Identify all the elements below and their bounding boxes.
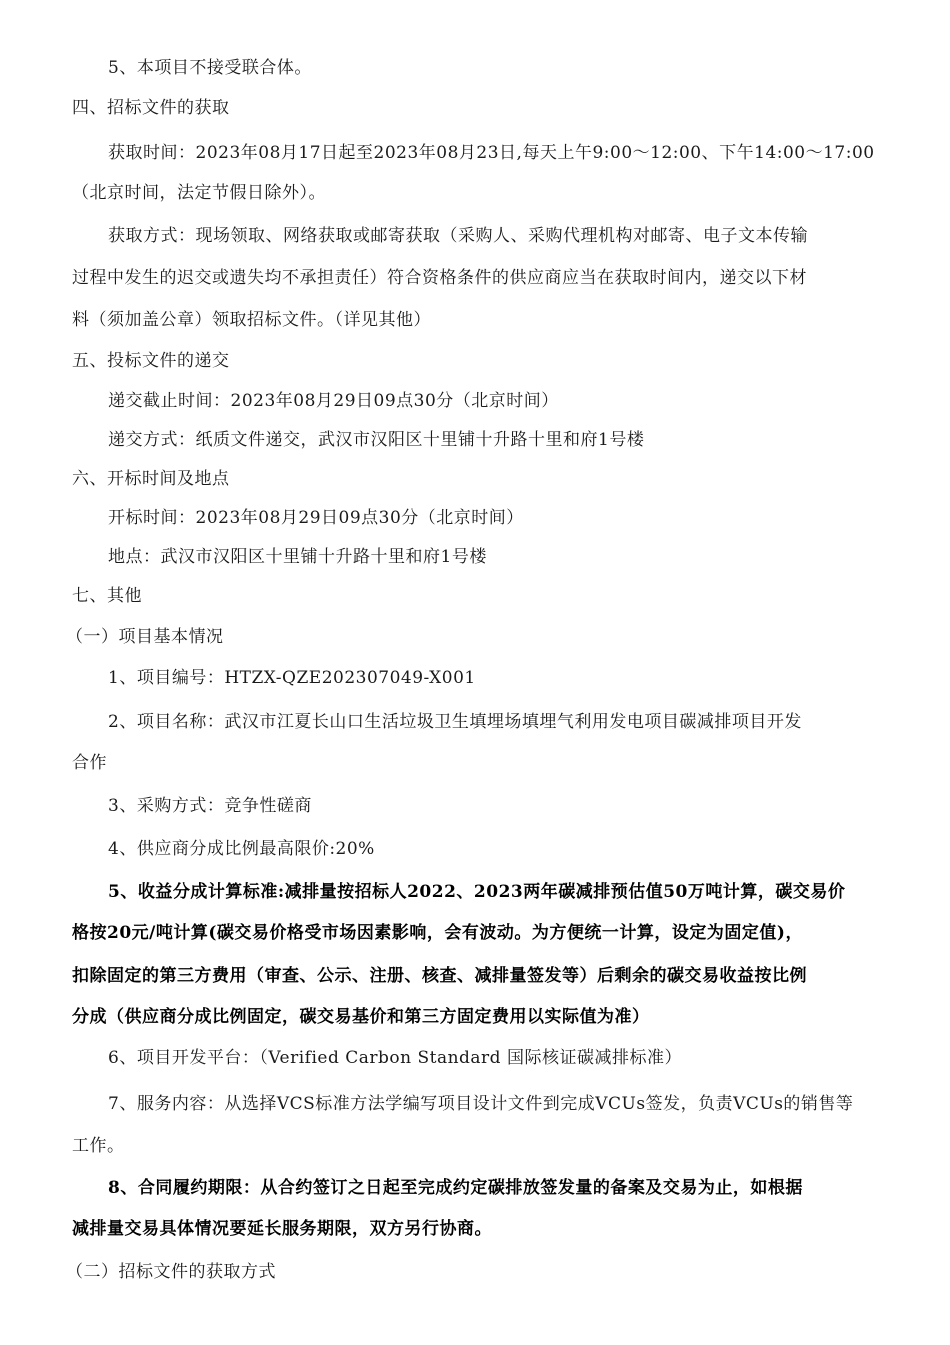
- contract-period-line-1: 8、合同履约期限：从合约签订之日起至完成约定碳排放签发量的备案及交易为止，如根据: [108, 1178, 803, 1198]
- subsection-2-heading: （二）招标文件的获取方式: [66, 1262, 276, 1282]
- service-content-line-1: 7、服务内容：从选择VCS标准方法学编写项目设计文件到完成VCUs签发，负责VCUs的销售等: [108, 1094, 854, 1114]
- submission-deadline: 递交截止时间：2023年08月29日09点30分（北京时间）: [108, 391, 559, 411]
- procurement-method: 3、采购方式：竞争性磋商: [108, 796, 312, 816]
- subsection-1-heading: （一）项目基本情况: [66, 627, 224, 647]
- revenue-share-line-3: 扣除固定的第三方费用（审查、公示、注册、核查、减排量签发等）后剩余的碳交易收益按比例: [72, 966, 807, 986]
- acquisition-time-line-1: 获取时间：2023年08月17日起至2023年08月23日,每天上午9:00～12:00、下午14:00～17:00: [108, 143, 875, 163]
- project-name-line-1: 2、项目名称：武汉市江夏长山口生活垃圾卫生填埋场填埋气利用发电项目碳减排项目开发: [108, 712, 802, 732]
- acquisition-method-line-1: 获取方式：现场领取、网络获取或邮寄获取（采购人、采购代理机构对邮寄、电子文本传输: [108, 226, 808, 246]
- supplier-share-cap: 4、供应商分成比例最高限价:20%: [108, 839, 375, 859]
- opening-place: 地点：武汉市汉阳区十里铺十升路十里和府1号楼: [108, 547, 487, 567]
- acquisition-method-line-2: 过程中发生的迟交或遗失均不承担责任）符合资格条件的供应商应当在获取时间内，递交以下材: [72, 268, 807, 288]
- project-number: 1、项目编号：HTZX-QZE202307049-X001: [108, 668, 476, 688]
- revenue-share-line-2: 格按20元/吨计算(碳交易价格受市场因素影响，会有波动。为方便统一计算，设定为固定值)，: [72, 923, 803, 943]
- development-platform: 6、项目开发平台：（Verified Carbon Standard 国际核证碳减排标准）: [108, 1048, 682, 1068]
- no-consortium-clause: 5、本项目不接受联合体。: [108, 58, 312, 78]
- acquisition-time-line-2: （北京时间，法定节假日除外）。: [72, 183, 326, 203]
- revenue-share-line-4: 分成（供应商分成比例固定，碳交易基价和第三方固定费用以实际值为准）: [72, 1007, 650, 1027]
- project-name-line-2: 合作: [72, 753, 107, 773]
- section-5-heading: 五、投标文件的递交: [72, 351, 230, 371]
- revenue-share-line-1: 5、收益分成计算标准:减排量按招标人2022、2023两年碳减排预估值50万吨计算，碳交易价: [108, 882, 846, 902]
- submission-method: 递交方式：纸质文件递交，武汉市汉阳区十里铺十升路十里和府1号楼: [108, 430, 645, 450]
- service-content-line-2: 工作。: [72, 1136, 125, 1156]
- contract-period-line-2: 减排量交易具体情况要延长服务期限，双方另行协商。: [72, 1219, 492, 1239]
- acquisition-method-line-3: 料（须加盖公章）领取招标文件。（详见其他）: [72, 310, 431, 330]
- section-7-heading: 七、其他: [72, 586, 142, 606]
- section-6-heading: 六、开标时间及地点: [72, 469, 230, 489]
- opening-time: 开标时间：2023年08月29日09点30分（北京时间）: [108, 508, 524, 528]
- section-4-heading: 四、招标文件的获取: [72, 98, 230, 118]
